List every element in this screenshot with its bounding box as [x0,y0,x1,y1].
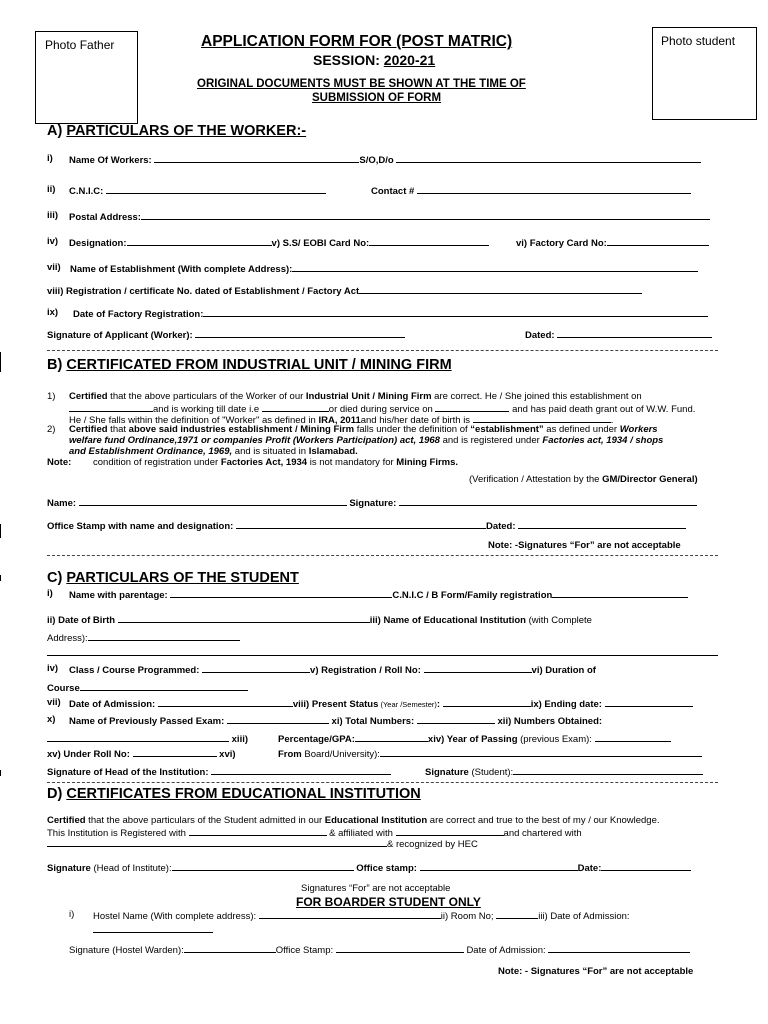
admission-date-input[interactable] [158,697,293,707]
worker-so-input[interactable] [396,153,701,163]
signatures-for-note: Note: -Signatures “For” are not acceptable [488,540,681,551]
left-edge-mark [0,524,1,538]
unit-name-label: Name: [47,498,77,509]
under-roll-no-input[interactable] [133,747,217,757]
designation-input[interactable] [127,236,272,246]
section-a-heading: A) PARTICULARS OF THE WORKER:- [47,123,307,139]
unit-signature-input[interactable] [399,496,697,506]
hostel-admission-input[interactable] [93,923,213,933]
warden-stamp-input[interactable] [336,943,464,953]
notice-line-1: ORIGINAL DOCUMENTS MUST BE SHOWN AT THE TIME OF [197,78,526,90]
institute-date-input[interactable] [601,861,691,871]
registration-certificate-label: Registration / certificate No. dated of Establishment / Factory Act [66,286,360,297]
joined-date-input[interactable] [69,402,153,412]
session-line [313,52,435,68]
recognized-hec-label: & recognized by HEC [387,839,478,850]
divider [47,782,718,783]
unit-stamp-input[interactable] [236,519,486,529]
establishment-label: Name of Establishment (With complete Address): [70,264,293,275]
duration-label: vi) Duration of [531,665,596,676]
applicant-signature-input[interactable] [195,328,405,338]
postal-address-input[interactable] [141,210,710,220]
photo-student-box[interactable] [652,27,757,120]
factory-card-label: vi) Factory Card No: [516,238,607,249]
registered-with-input[interactable] [189,826,327,836]
institute-stamp-input[interactable] [420,861,578,871]
postal-address-label: Postal Address: [69,212,141,223]
institution-address-input[interactable] [88,631,240,641]
institution-name-label: iii) Name of Educational Institution [369,615,526,626]
establishment-input[interactable] [292,262,698,272]
institution-certification: Certified that the above particulars of the Student admitted in our Educational Institution are correct and true to the best of my / our Knowledge. [47,815,660,826]
board-label: From [278,749,302,760]
present-status-input[interactable] [443,697,531,707]
total-numbers-input[interactable] [417,714,495,724]
registered-with-label: This Institution is Registered with [47,828,186,839]
unit-dated-label: Dated: [485,521,516,532]
applicant-dated-label: Dated: [525,330,555,341]
student-cnic-input[interactable] [552,588,688,598]
institute-signature-label: Signature [47,863,91,874]
roll-no-input[interactable] [424,663,532,673]
unit-dated-input[interactable] [518,519,686,529]
previous-exam-label: Name of Previously Passed Exam: [69,716,225,727]
student-dob-label: ii) Date of Birth [47,615,116,626]
percentage-input[interactable] [355,732,428,742]
divider [47,555,718,556]
photo-father-box[interactable] [35,31,138,124]
final-note: Note: - Signatures “For” are not acceptable [498,966,694,977]
eobi-card-input[interactable] [369,236,489,246]
room-no-label: ii) Room No; [440,911,494,922]
worker-so-label: S/O,D/o [359,155,394,166]
warden-date-label: Date of Admission: [466,945,546,956]
ending-date-input[interactable] [605,697,693,707]
certification-paragraph-2: Certified that above said industries establishment / Mining Firm falls under the definition of “establishment” as defined under Workers [69,424,658,435]
student-dob-input[interactable] [118,613,370,623]
worker-contact-input[interactable] [417,184,691,194]
percentage-label: Percentage/GPA: [278,734,355,745]
notice-line-2: SUBMISSION OF FORM [312,92,442,104]
head-signature-label: Signature of Head of the Institution: [47,767,209,778]
room-no-input[interactable] [496,909,538,919]
previous-exam-input[interactable] [227,714,329,724]
student-signature-input[interactable] [513,765,703,775]
mining-note: Note: [47,457,72,468]
certification-paragraph-1: Certified that the above particulars of the Worker of our Industrial Unit / Mining Firm are correct. He / She joined this establishment on [69,391,642,402]
course-label: Course [47,683,80,694]
verification-note: (Verification / Attestation by the GM/Director General) [469,474,698,485]
numbers-obtained-input[interactable] [47,732,229,742]
boarder-student-heading: FOR BOARDER STUDENT ONLY [296,895,481,909]
applicant-signature-label: Signature of Applicant (Worker): [47,330,193,341]
session-label: SESSION: [313,52,380,68]
left-edge-mark [0,575,1,581]
board-input[interactable] [380,747,702,757]
eobi-card-label: v) S.S/ EOBI Card No: [271,238,370,249]
section-c-heading: C) PARTICULARS OF THE STUDENT [47,570,299,586]
signatures-for-note-d: Signatures “For” are not acceptable [301,883,451,894]
unit-name-input[interactable] [79,496,347,506]
warden-signature-label: Signature (Hostel Warden): [69,945,184,956]
affiliated-with-label: & affiliated with [329,828,393,839]
student-signature-label: Signature [425,767,469,778]
institute-stamp-label: Office stamp: [356,863,417,874]
student-name-label: Name with parentage: [69,590,168,601]
course-duration-input[interactable] [80,681,248,691]
year-passing-label: xiv) Year of Passing [427,734,518,745]
died-date-input[interactable] [435,402,509,412]
chartered-with-label: and chartered with [503,828,582,839]
hostel-admission-label: iii) Date of Admission: [538,911,630,922]
photo-father-label: Photo Father [45,38,115,52]
left-edge-mark [0,770,1,776]
unit-signature-label: Signature: [349,498,397,509]
affiliated-with-input[interactable] [396,826,504,836]
till-date-input[interactable] [262,402,329,412]
total-numbers-label: xi) Total Numbers: [331,716,415,727]
numbers-obtained-label: xii) Numbers Obtained: [497,716,603,727]
student-cnic-label: C.N.I.C / B Form/Family registration [392,590,553,601]
worker-dob-input[interactable] [473,413,611,423]
year-passing-input[interactable] [595,732,671,742]
designation-label: Designation: [69,238,127,249]
head-signature-input[interactable] [211,765,391,775]
session-value: 2020-21 [383,52,436,68]
roll-no-label: v) Registration / Roll No: [310,665,421,676]
left-edge-mark [0,352,1,372]
institution-address-line-2[interactable] [47,655,718,656]
form-title: APPLICATION FORM FOR (POST MATRIC) [201,33,513,50]
class-course-label: Class / Course Programmed: [69,665,200,676]
present-status-label: viii) Present Status [292,699,379,710]
warden-signature-input[interactable] [184,943,276,953]
hostel-name-label: Hostel Name (With complete address): [93,911,257,922]
worker-name-input[interactable] [154,153,359,163]
worker-cnic-label: C.N.I.C: [69,186,104,197]
unit-stamp-label: Office Stamp with name and designation: [47,521,234,532]
worker-cnic-input[interactable] [106,184,326,194]
chartered-with-input[interactable] [47,837,387,847]
warden-date-input[interactable] [548,943,690,953]
divider [47,350,718,351]
institute-signature-input[interactable] [172,861,354,871]
worker-contact-label: Contact # [371,186,415,197]
factory-registration-date-input[interactable] [203,307,708,317]
ending-date-label: ix) Ending date: [530,699,602,710]
section-d-heading: D) CERTIFICATES FROM EDUCATIONAL INSTITUTION [47,786,421,802]
factory-card-input[interactable] [607,236,709,246]
admission-date-label: Date of Admission: [69,699,156,710]
student-name-input[interactable] [170,588,392,598]
applicant-dated-input[interactable] [557,328,712,338]
hostel-name-input[interactable] [259,909,441,919]
under-roll-no-label: xv) Under Roll No: [47,749,130,760]
worker-name-field: i) [47,153,53,164]
factory-registration-date-label: Date of Factory Registration: [73,309,204,320]
section-b-heading: B) CERTIFICATED FROM INDUSTRIAL UNIT / MINING FIRM [47,357,452,373]
class-course-input[interactable] [202,663,310,673]
photo-student-label: Photo student [661,34,736,48]
worker-name-label: Name Of Workers: [69,155,152,166]
warden-stamp-label: Office Stamp: [275,945,334,956]
registration-certificate-input[interactable] [359,284,642,294]
institution-address-label: Address): [47,633,88,644]
institute-date-label: Date: [577,863,602,874]
